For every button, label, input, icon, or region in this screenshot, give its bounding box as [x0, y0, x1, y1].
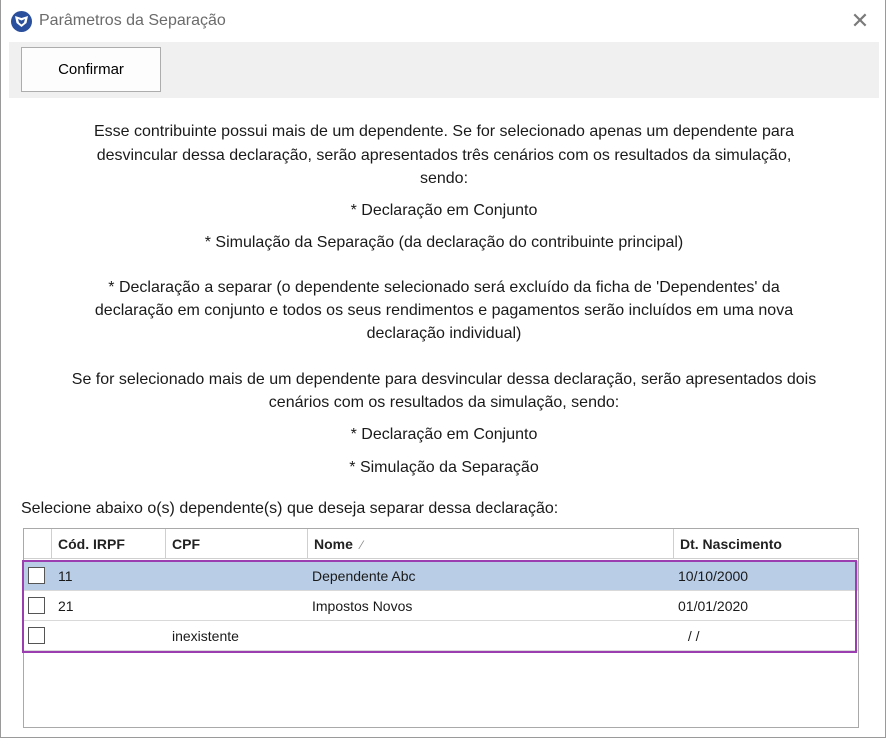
header-nome[interactable]	[308, 529, 674, 559]
cell-cod: 21	[58, 598, 74, 614]
paragraph-1-line-3: sendo:	[419, 170, 469, 187]
header-dt-nascimento[interactable]: Dt. Nascimento	[680, 536, 782, 552]
cell-cod: 11	[58, 568, 73, 584]
sort-indicator-icon: ⁄	[360, 538, 363, 552]
header-cod-irpf[interactable]: Cód. IRPF	[52, 529, 166, 559]
bullet-declaracao-conjunto-1: * Declaração em Conjunto	[350, 202, 538, 219]
window-title: Parâmetros da Separação	[39, 12, 226, 29]
cell-nome: Impostos Novos	[312, 598, 413, 614]
bullet-declaracao-separar-line-1: * Declaração a separar (o dependente selecionado será excluído da ficha de 'Dependentes' da	[108, 279, 780, 296]
paragraph-1-line-1: Esse contribuinte possui mais de um dependente. Se for selecionado apenas um dependente para	[93, 123, 795, 140]
bullet-declaracao-conjunto-2: * Declaração em Conjunto	[350, 426, 538, 443]
table-row[interactable]	[24, 561, 858, 591]
cell-dt-nascimento: 10/10/2000	[678, 568, 749, 584]
paragraph-1-line-2: desvincular dessa declaração, serão apresentados três cenários com os resultados da simulação,	[96, 147, 792, 164]
bullet-simulacao-separacao-2: * Simulação da Separação	[349, 459, 539, 476]
row-checkbox[interactable]	[28, 627, 45, 644]
toolbar	[9, 42, 879, 98]
table-row[interactable]	[24, 591, 858, 621]
cell-nome: Dependente Abc	[312, 568, 416, 584]
bullet-simulacao-separacao-1: * Simulação da Separação (da declaração do contribuinte principal)	[204, 234, 684, 251]
grid-header	[24, 529, 858, 559]
cell-cpf: inexistente	[172, 628, 239, 644]
app-shield-icon	[11, 11, 32, 32]
header-nome-label: Nome	[314, 536, 353, 552]
header-cpf[interactable]: CPF	[166, 529, 308, 559]
dependents-grid	[23, 528, 859, 728]
paragraph-2-line-2: cenários com os resultados da simulação, sendo:	[268, 394, 620, 411]
row-checkbox[interactable]	[28, 567, 45, 584]
close-icon[interactable]: ✕	[850, 8, 870, 33]
paragraph-2-line-1: Se for selecionado mais de um dependente para desvincular dessa declaração, serão apresentados dois	[71, 371, 817, 388]
bullet-declaracao-separar-line-2: declaração em conjunto e todos os seus rendimentos e pagamentos serão incluídos em uma nova	[94, 302, 794, 319]
header-checkbox-column[interactable]	[24, 529, 52, 559]
select-dependents-label: Selecione abaixo o(s) dependente(s) que deseja separar dessa declaração:	[21, 500, 559, 517]
table-row[interactable]	[24, 621, 858, 651]
title-bar	[1, 0, 885, 42]
cell-dt-nascimento: / /	[684, 628, 700, 644]
confirm-button[interactable]: Confirmar	[21, 47, 161, 92]
bullet-declaracao-separar-line-3: declaração individual)	[366, 325, 522, 342]
cell-dt-nascimento: 01/01/2020	[678, 598, 749, 614]
row-checkbox[interactable]	[28, 597, 45, 614]
